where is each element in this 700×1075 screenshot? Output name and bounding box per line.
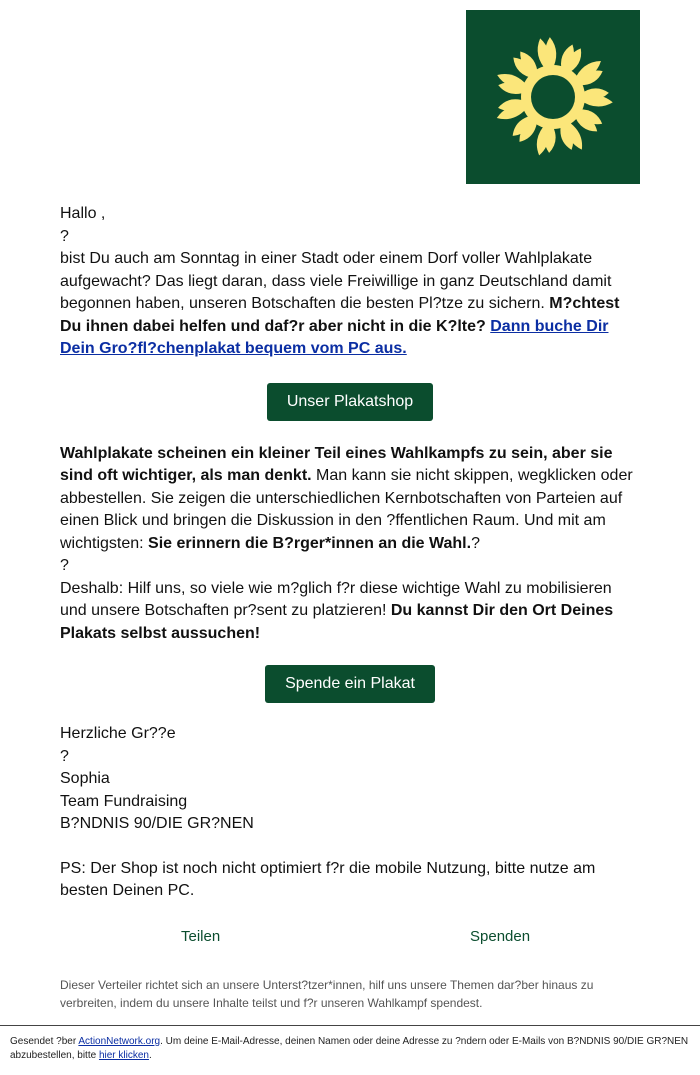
posters-bold2: Sie erinnern die B?rger*innen an die Wahl. [148, 534, 472, 552]
donate-link[interactable]: Spenden [470, 928, 531, 945]
intro-paragraph [60, 248, 640, 361]
spacer-question: ? [60, 227, 69, 245]
unsubscribe-footer: Gesendet ?ber ActionNetwork.org. Um deine E-Mail-Adresse, deinen Namen oder deine Adresse zu ?ndern oder E-Mails von B?NDNIS 90/DIE GR?NEN abzubestellen, bitte hier klicken. [10, 1036, 689, 1061]
signoff-name: Sophia [60, 770, 110, 787]
greeting: Hallo , [60, 205, 106, 222]
email-body [60, 203, 640, 903]
sunflower-logo [466, 10, 640, 184]
donate-poster-button[interactable]: Spende ein Plakat [265, 665, 435, 703]
call-paragraph [60, 578, 640, 646]
call-text: Deshalb: Hilf uns, so viele wie m?glich f?r diese wichtige Wahl zu mobilisieren und unsere Botschaften pr?sent zu platzieren! [60, 579, 612, 619]
signoff-greeting: Herzliche Gr??e [60, 725, 176, 742]
distribution-note: Dieser Verteiler richtet sich an unsere Unterst?tzer*innen, hilf uns unsere Themen dar?ber hinaus zu verbreiten, indem du unsere Inhalte teilst und f?r unseren Wahlkampf spendest. [60, 978, 594, 1010]
book-poster-link[interactable]: Dann buche Dir Dein Gro?fl?chenplakat bequem vom PC aus. [60, 317, 609, 357]
call-bold: Du kannst Dir den Ort Deines Plakats selbst aussuchen! [60, 602, 614, 642]
ps-text: PS: Der Shop ist noch nicht optimiert f?r die mobile Nutzung, bitte nutze am besten Deinen PC. [60, 859, 596, 899]
posters-paragraph: Wahlplakate scheinen ein kleiner Teil eines Wahlkampfs zu sein, aber sie sind oft wichtiger, als man denkt. Man kann sie nicht skippen, wegklicken oder abbestellen. Sie zeigen die unterschiedlichen Kernbotschaften von Parteien auf einen Blick und bringen die Diskussion in den ?ffentlichen Raum. Und mit am wichtigsten: Sie erinnern die B?rger*innen an die Wahl.? [60, 444, 633, 552]
sunflower-icon [466, 10, 640, 184]
posters-text: Man kann sie nicht skippen, wegklicken oder abbestellen. Sie zeigen die unterschiedlichen Kernbotschaften von Parteien auf einen Blick und bringen die Diskussion in den ?ffentlichen Raum. Und mit am wichtigsten: [60, 467, 633, 552]
share-link[interactable]: Teilen [181, 928, 221, 945]
posters-bold: Wahlplakate scheinen ein kleiner Teil eines Wahlkampfs zu sein, aber sie sind oft wichtiger, als man denkt. [60, 444, 613, 484]
footer-divider [0, 1025, 700, 1026]
intro-text: bist Du auch am Sonntag in einer Stadt oder einem Dorf voller Wahlplakate aufgewacht? Das liegt daran, dass viele Freiwillige in ganz Deutschland damit begonnen haben, unseren Botschaften die besten Pl?tze zu sichern. [60, 250, 612, 312]
intro-bold: M?chtest Du ihnen dabei helfen und daf?r aber nicht in die K?lte? [60, 295, 620, 335]
unsubscribe-link[interactable]: hier klicken [98, 1050, 149, 1061]
sunflower-center [531, 75, 575, 119]
spacer-question: ? [60, 747, 69, 765]
poster-shop-button[interactable]: Unser Plakatshop [267, 383, 433, 421]
actionnetwork-link[interactable]: ActionNetwork.org [78, 1036, 161, 1047]
spacer-question: ? [60, 557, 69, 574]
signoff-team: Team Fundraising [60, 792, 188, 810]
signoff-org: B?NDNIS 90/DIE GR?NEN [60, 815, 254, 832]
